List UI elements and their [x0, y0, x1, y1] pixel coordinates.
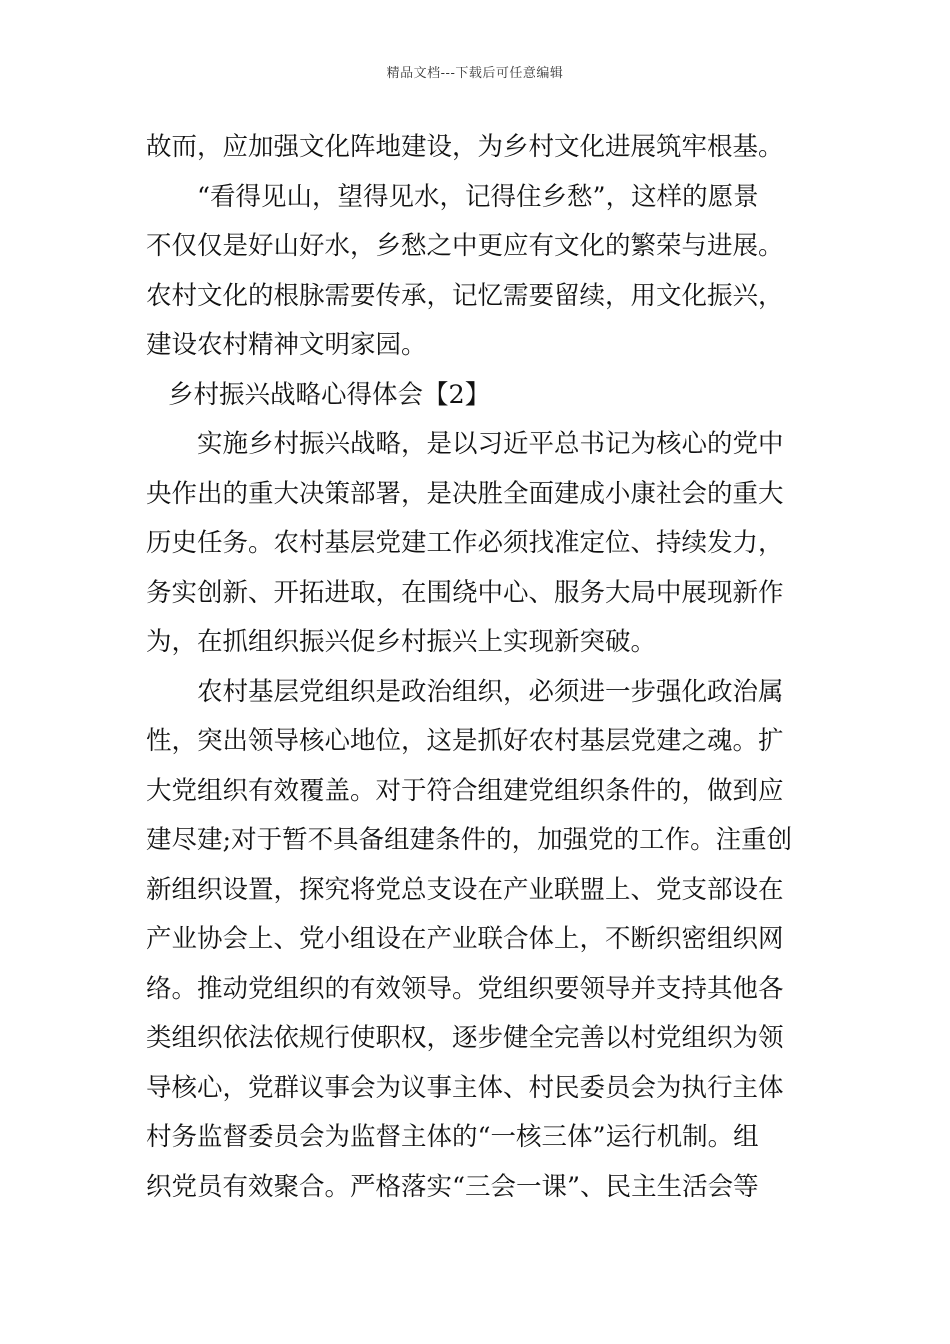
text-line: 央作出的重大决策部署，是决胜全面建成小康社会的重大 [146, 478, 784, 509]
section-heading: 乡村振兴战略心得体会【2】 [168, 379, 491, 410]
text-line: “看得见山，望得见水，记得住乡愁”，这样的愿景 [197, 181, 759, 212]
text-line: 络。推动党组织的有效领导。党组织要领导并支持其他各 [146, 973, 784, 1004]
text-line: 织党员有效聚合。严格落实“三会一课”、民主生活会等 [146, 1171, 759, 1202]
text-line: 农村基层党组织是政治组织，必须进一步强化政治属 [197, 676, 784, 707]
text-line: 务实创新、开拓进取，在围绕中心、服务大局中展现新作 [146, 577, 784, 608]
text-line: 不仅仅是好山好水，乡愁之中更应有文化的繁荣与进展。 [146, 231, 784, 261]
text-line: 建设农村精神文明家园。 [146, 330, 427, 360]
text-line: 为，在抓组织振兴促乡村振兴上实现新突破。 [146, 627, 657, 657]
document-body [146, 123, 810, 1212]
text-line: 导核心，党群议事会为议事主体、村民委员会为执行主体 [146, 1072, 784, 1103]
text-line: 历史任务。农村基层党建工作必须找准定位、持续发力， [146, 528, 784, 558]
text-line: 产业协会上、党小组设在产业联合体上，不断织密组织网 [146, 924, 784, 954]
text-line: 村务监督委员会为监督主体的“一核三体”运行机制。组 [146, 1122, 759, 1152]
text-line: 新组织设置，探究将党总支设在产业联盟上、党支部设在 [146, 874, 784, 905]
text-line: 建尽建;对于暂不具备组建条件的，加强党的工作。注重创 [146, 825, 793, 855]
text-line: 性，突出领导核心地位，这是抓好农村基层党建之魂。扩 [146, 726, 784, 756]
text-line: 故而，应加强文化阵地建设，为乡村文化进展筑牢根基。 [146, 132, 784, 162]
text-line: 实施乡村振兴战略，是以习近平总书记为核心的党中 [197, 429, 784, 459]
text-line: 类组织依法依规行使职权，逐步健全完善以村党组织为领 [146, 1023, 784, 1053]
text-line: 大党组织有效覆盖。对于符合组建党组织条件的，做到应 [146, 775, 784, 806]
page-header: 精品文档---下载后可任意编辑 [386, 66, 564, 81]
text-line: 农村文化的根脉需要传承，记忆需要留续，用文化振兴， [146, 280, 784, 311]
